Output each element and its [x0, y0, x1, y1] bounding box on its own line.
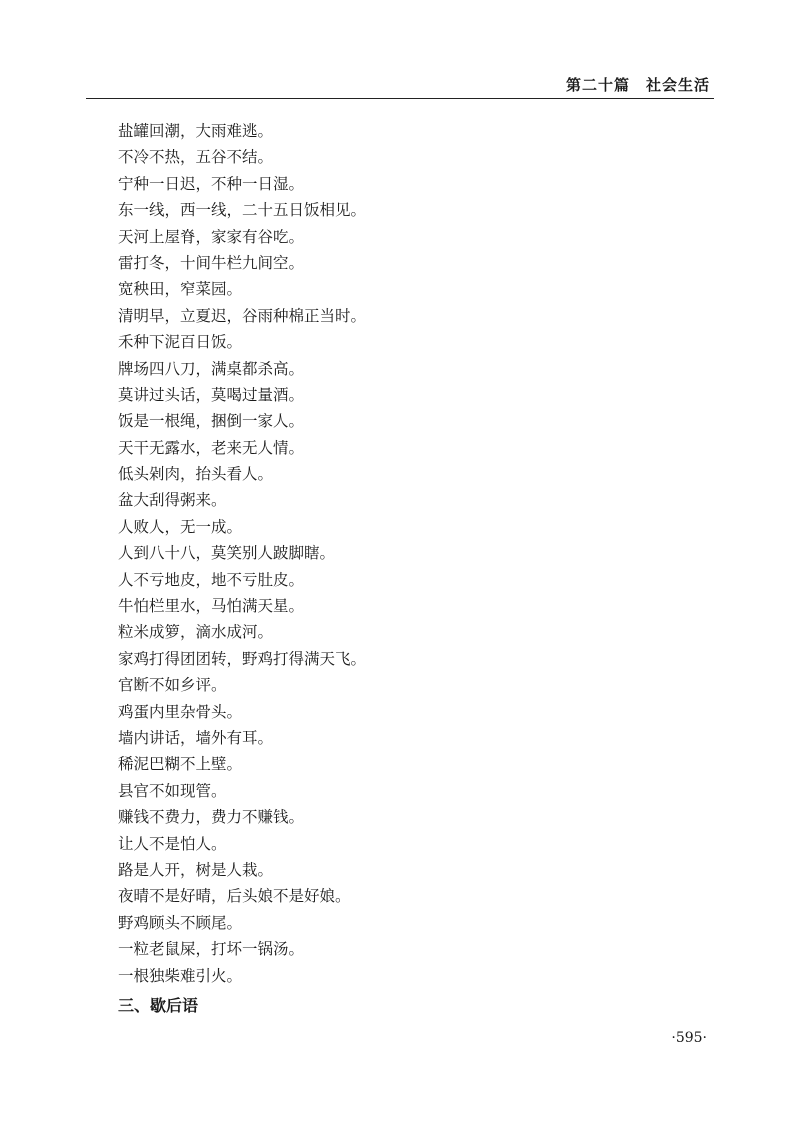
proverb-line: 不冷不热，五谷不结。 [118, 148, 274, 167]
proverb-line: 让人不是怕人。 [118, 834, 227, 853]
chapter-title: 第二十篇 社会生活 [565, 76, 710, 94]
proverb-line: 墙内讲话，墙外有耳。 [118, 728, 274, 747]
proverb-line: 宽秧田，窄菜园。 [118, 280, 243, 299]
proverb-line: 盐罐回潮，大雨难逃。 [118, 122, 274, 140]
proverb-line: 粒米成箩，滴水成河。 [118, 623, 274, 642]
proverb-line: 饭是一根绳，捆倒一家人。 [118, 412, 305, 431]
proverb-line: 夜晴不是好晴，后头娘不是好娘。 [118, 887, 351, 906]
proverb-line: 天河上屋脊，家家有谷吃。 [118, 227, 305, 246]
proverb-line: 一粒老鼠屎，打坏一锅汤。 [118, 940, 305, 959]
proverb-line: 人不亏地皮，地不亏肚皮。 [118, 570, 305, 589]
proverb-line: 野鸡顾头不顾尾。 [118, 913, 243, 932]
proverb-line: 低头剁肉，抬头看人。 [118, 465, 274, 484]
proverb-line: 天干无露水，老来无人情。 [118, 438, 305, 457]
proverb-line: 人败人，无一成。 [118, 517, 243, 536]
proverb-line: 莫讲过头话，莫喝过量酒。 [118, 385, 305, 404]
proverb-line: 东一线，西一线，二十五日饭相见。 [118, 201, 367, 220]
proverb-line: 官断不如乡评。 [118, 676, 227, 695]
proverb-line: 稀泥巴糊不上壁。 [118, 755, 243, 774]
page-number: ·595· [671, 1030, 707, 1046]
proverb-line: 牌场四八刀，满桌都杀高。 [118, 359, 305, 378]
proverb-line: 一根独柴难引火。 [118, 966, 243, 985]
running-header [86, 70, 714, 99]
proverb-list [118, 118, 366, 989]
proverb-line: 人到八十八，莫笑别人跛脚瞎。 [118, 544, 336, 563]
proverb-line: 盆大刮得粥来。 [118, 491, 227, 510]
proverb-line: 禾种下泥百日饭。 [118, 333, 243, 352]
section-heading: 三、歇后语 [118, 996, 199, 1015]
proverb-line: 赚钱不费力，费力不赚钱。 [118, 808, 305, 827]
proverb-line: 宁种一日迟，不种一日湿。 [118, 174, 305, 193]
proverb-line: 鸡蛋内里杂骨头。 [118, 702, 243, 721]
proverb-line: 家鸡打得团团转，野鸡打得满天飞。 [118, 649, 367, 668]
proverb-line: 牛怕栏里水，马怕满天星。 [118, 597, 305, 616]
proverb-line: 清明早，立夏迟，谷雨种棉正当时。 [118, 306, 367, 325]
proverb-line: 县官不如现管。 [118, 781, 227, 800]
proverb-line: 路是人开，树是人栽。 [118, 860, 274, 879]
proverb-line: 雷打冬，十间牛栏九间空。 [118, 253, 305, 272]
